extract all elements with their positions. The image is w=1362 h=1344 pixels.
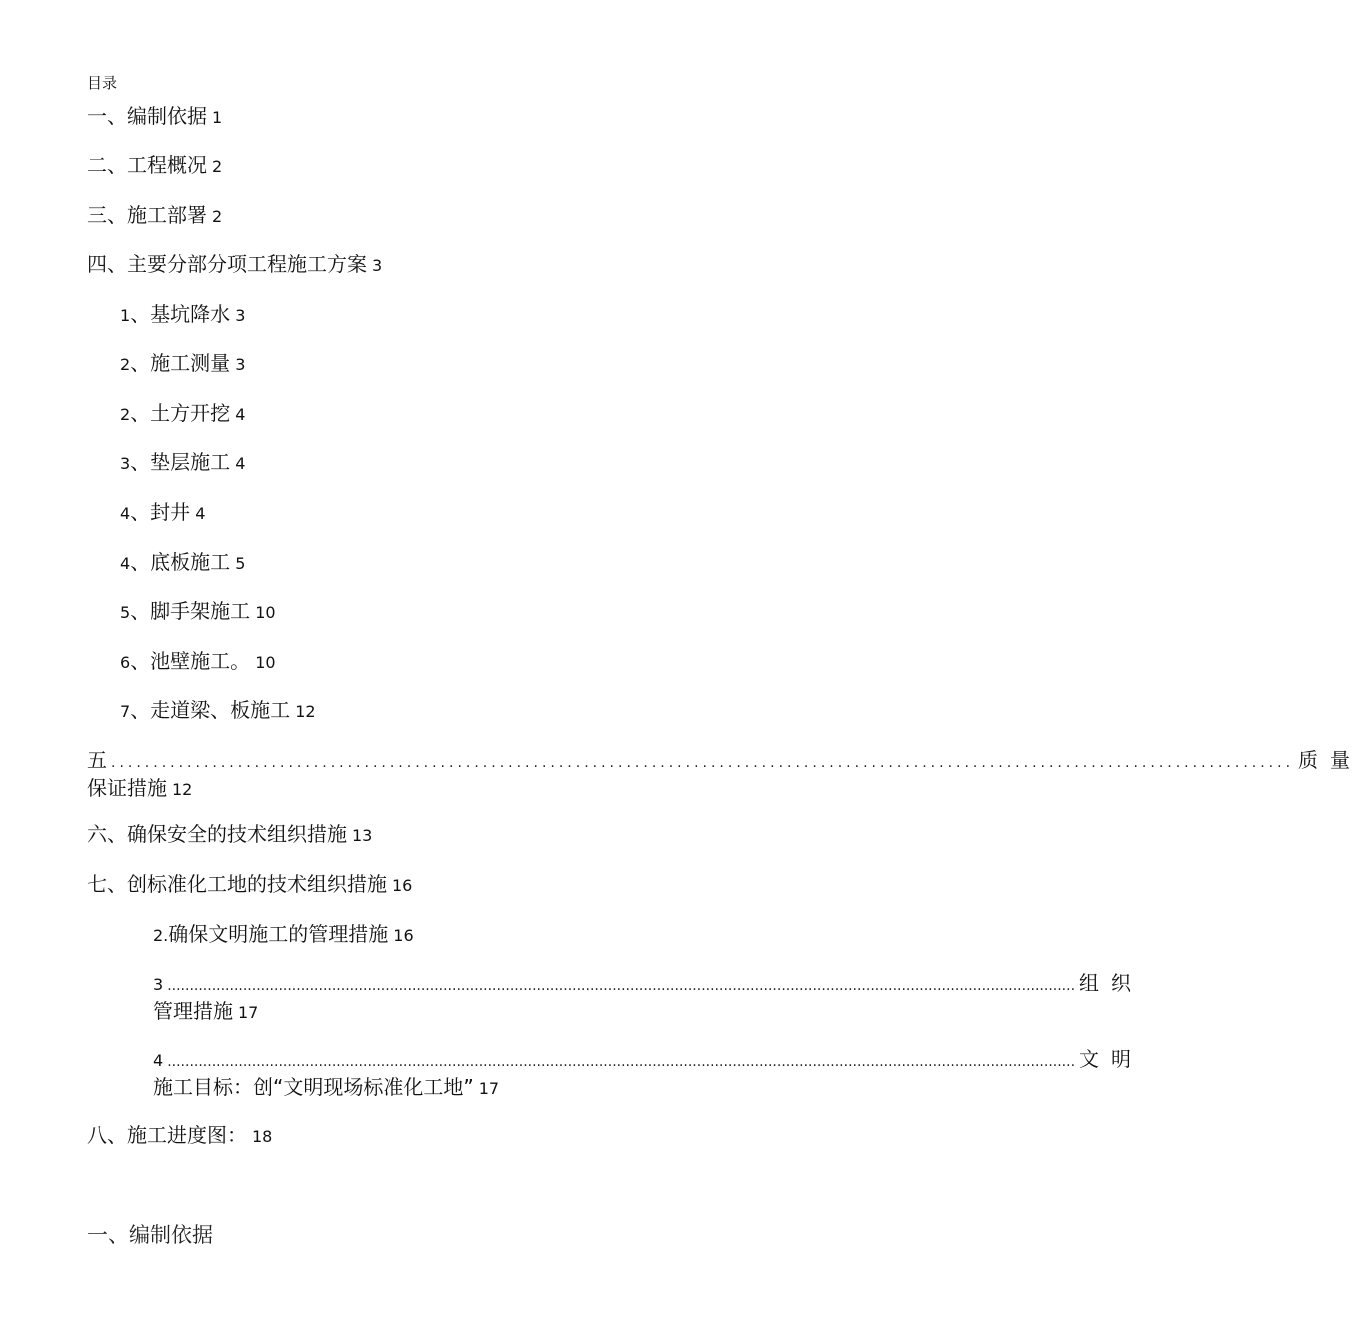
toc-subentry-5[interactable]: 4、封井 4 [120, 500, 206, 524]
dot-leader: ............................................................................................................................................................................................................ [167, 978, 1076, 994]
toc-subentry-9[interactable]: 7、走道梁、板施工 12 [120, 698, 316, 722]
toc-entry-3[interactable]: 三、施工部署 2 [87, 203, 223, 227]
toc-subentry-1[interactable]: 1、基坑降水 3 [120, 302, 246, 326]
toc-subentry-4[interactable]: 3、垫层施工 4 [120, 450, 246, 474]
dot-leader: ............................................................................................................................................ [111, 755, 1295, 771]
toc-subentry-10[interactable]: 2.确保文明施工的管理措施 16 [153, 922, 414, 946]
toc-entry-7[interactable]: 七、创标准化工地的技术组织措施 16 [87, 872, 413, 896]
toc-subentry-12[interactable]: 4 ............................................................................................................................................................................................................ 文明 施工目标：创“文明现场标准化工地” 17 [153, 1047, 1144, 1099]
toc-entry-2[interactable]: 二、工程概况 2 [87, 153, 223, 177]
toc-subentry-11[interactable]: 3 ............................................................................................................................................................................................................ 组织 管理措施 17 [153, 971, 1144, 1023]
section-heading: 一、编制依据 [87, 1223, 213, 1247]
toc-entry-1[interactable]: 一、编制依据 1 [87, 104, 223, 128]
toc-entry-8[interactable]: 八、施工进度图： 18 [87, 1123, 273, 1147]
toc-subentry-3[interactable]: 2、土方开挖 4 [120, 401, 246, 425]
toc-subentry-7[interactable]: 5、脚手架施工 10 [120, 599, 276, 623]
toc-entry-5[interactable]: 五 ............................................................................................................................................ 质量 保证措施 12 [87, 748, 1362, 800]
toc-subentry-6[interactable]: 4、底板施工 5 [120, 550, 246, 574]
toc-heading: 目录 [87, 74, 118, 92]
dot-leader: ............................................................................................................................................................................................................ [167, 1054, 1076, 1070]
toc-subentry-8[interactable]: 6、池壁施工。 10 [120, 649, 276, 673]
toc-subentry-2[interactable]: 2、施工测量 3 [120, 351, 246, 375]
toc-entry-6[interactable]: 六、确保安全的技术组织措施 13 [87, 822, 373, 846]
toc-entry-4[interactable]: 四、主要分部分项工程施工方案 3 [87, 252, 383, 276]
